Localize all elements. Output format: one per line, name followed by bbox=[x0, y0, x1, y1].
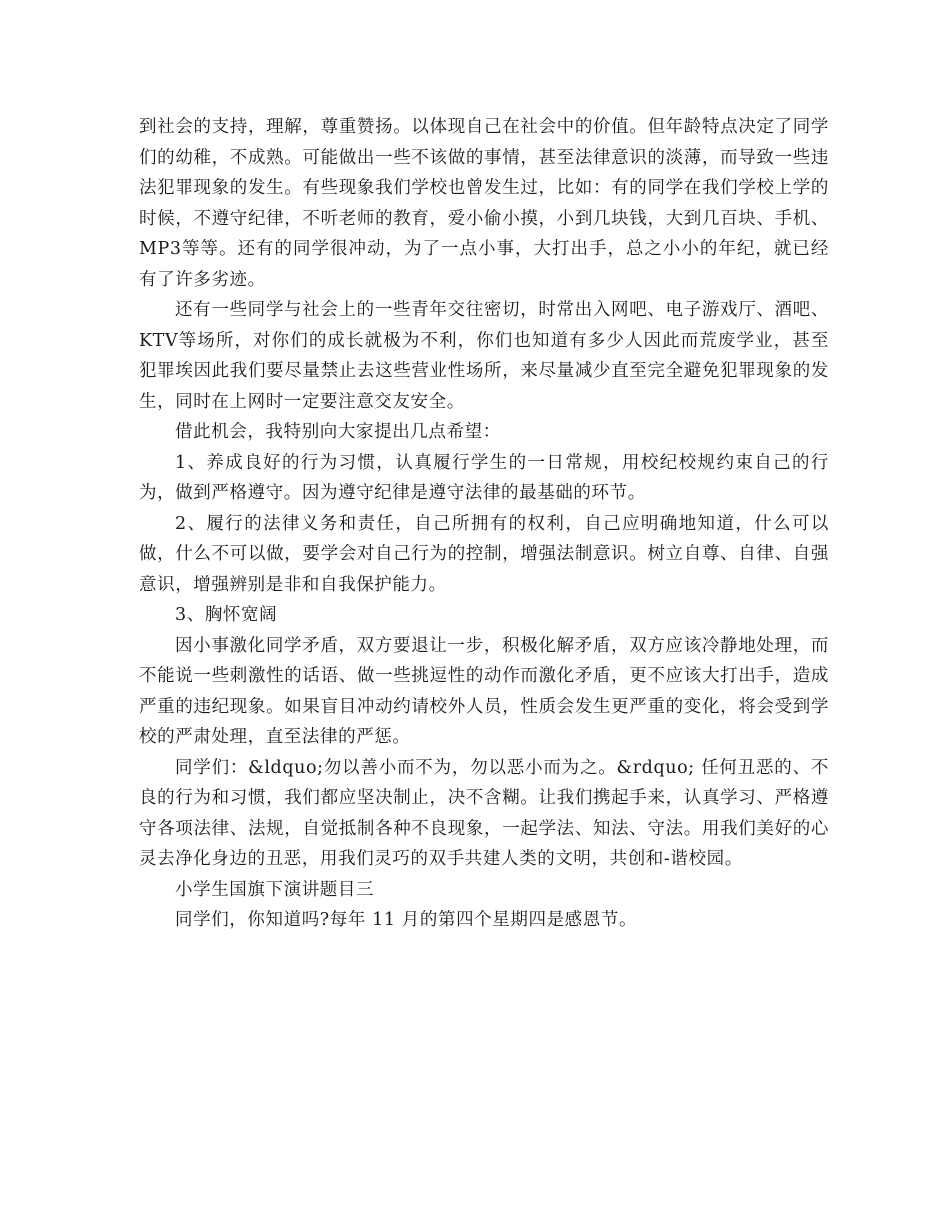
paragraph-6: 3、胸怀宽阔 bbox=[175, 605, 278, 625]
paragraph-1: 到社会的支持，理解，尊重赞扬。以体现自己在社会中的价值。但年龄特点决定了同学们的幼稚，不成熟。可能做出一些不该做的事情，甚至法律意识的淡薄，而导致一些违法犯罪现象的发生。有些现象我们学校也曾发生过，比如：有的同学在我们学校上学的时候，不遵守纪律，不听老师的教育，爱小偷小摸，小到几块钱，大到几百块、手机、MP3等等。还有的同学很冲动，为了一点小事，大打出手，总之小小的年纪，就已经有了许多劣迹。 bbox=[139, 117, 829, 290]
paragraph-4: 1、养成良好的行为习惯，认真履行学生的一日常规，用校纪校规约束自己的行为，做到严格遵守。因为遵守纪律是遵守法律的最基础的环节。 bbox=[139, 452, 829, 503]
paragraph-9: 同学们，你知道吗?每年 11 月的第四个星期四是感恩节。 bbox=[175, 910, 638, 930]
paragraph-2: 还有一些同学与社会上的一些青年交往密切，时常出入网吧、电子游戏厅、酒吧、KTV等场所，对你们的成长就极为不利，你们也知道有多少人因此而荒废学业，甚至犯罪埃因此我们要尽量禁止去这些营业性场所，来尽量减少直至完全避免犯罪现象的发生，同时在上网时一定要注意交友安全。 bbox=[139, 300, 829, 412]
paragraph-7: 因小事激化同学矛盾，双方要退让一步，积极化解矛盾，双方应该冷静地处理，而不能说一些刺激性的话语、做一些挑逗性的动作而激化矛盾，更不应该大打出手，造成严重的违纪现象。如果盲目冲动约请校外人员，性质会发生更严重的变化，将会受到学校的严肃处理，直至法律的严惩。 bbox=[139, 635, 829, 747]
document-body bbox=[139, 112, 829, 936]
paragraph-5: 2、履行的法律义务和责任，自己所拥有的权利，自己应明确地知道，什么可以做，什么不可以做，要学会对自己行为的控制，增强法制意识。树立自尊、自律、自强意识，增强辨别是非和自我保护能力。 bbox=[139, 513, 829, 595]
paragraph-3: 借此机会，我特别向大家提出几点希望： bbox=[175, 422, 501, 442]
paragraph-8: 同学们：&ldquo;勿以善小而不为，勿以恶小而为之。&rdquo; 任何丑恶的、不良的行为和习惯，我们都应坚决制止，决不含糊。让我们携起手来，认真学习、严格遵守各项法律、法规，自觉抵制各种不良现象，一起学法、知法、守法。用我们美好的心灵去净化身边的丑恶，用我们灵巧的双手共建人类的文明，共创和-谐校园。 bbox=[139, 757, 829, 869]
section-heading: 小学生国旗下演讲题目三 bbox=[175, 879, 375, 900]
